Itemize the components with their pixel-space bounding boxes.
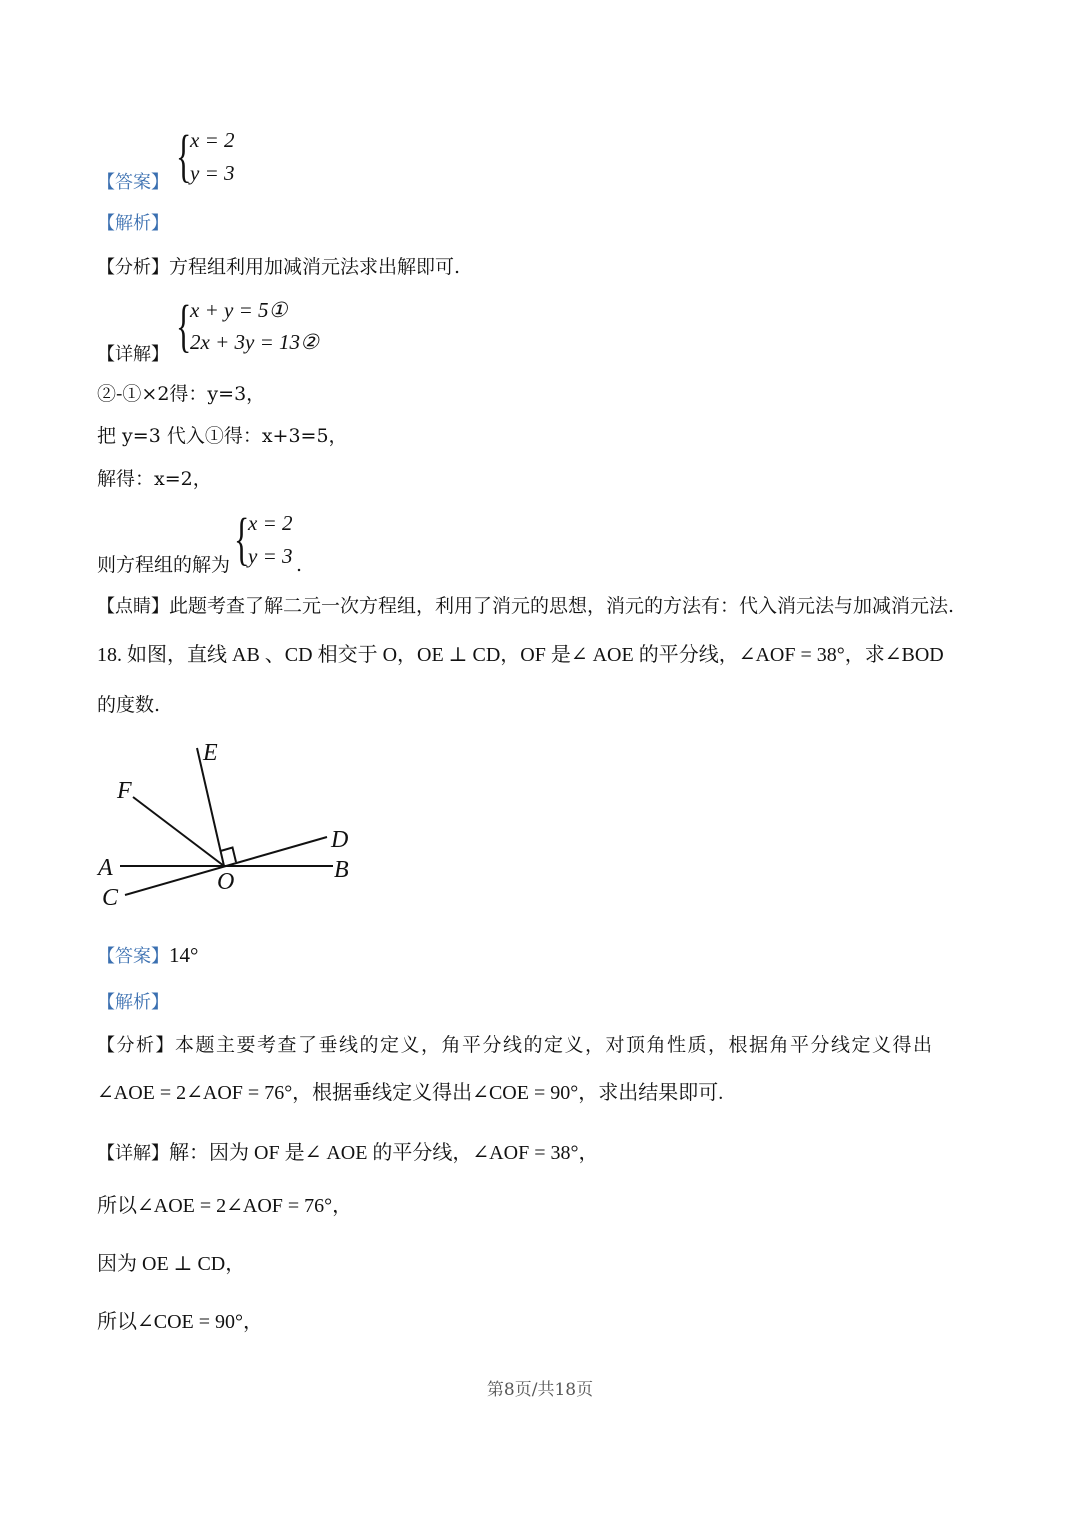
dianjing-tag: 【点睛】 <box>97 596 169 617</box>
geometry-figure <box>95 735 395 915</box>
answer-tag: 【答案】 <box>97 172 169 193</box>
label-b: B <box>334 857 349 883</box>
detail2-text: 解：因为 OF 是∠ AOE 的平分线，∠AOF = 38°， <box>169 1142 599 1164</box>
detail1-line2: 把 y=3 代入①得：x+3=5， <box>97 425 348 447</box>
brace-icon: { <box>176 293 192 358</box>
brace-icon: { <box>176 123 192 188</box>
detail2-line1 <box>97 1141 598 1166</box>
dianjing-line <box>97 594 954 619</box>
equation-row: x = 2 <box>190 128 235 152</box>
detail-tag: 【详解】 <box>97 1143 169 1164</box>
analysis-tag: 【解析】 <box>97 213 169 234</box>
fenxi2-line1 <box>97 1033 934 1058</box>
analysis1-line <box>97 211 169 236</box>
page-footer: 第8页/共18页 <box>486 1380 594 1400</box>
question18-line2: 的度数. <box>97 694 161 716</box>
label-c: C <box>102 885 119 911</box>
fenxi2-line2: ∠AOE = 2∠AOF = 76°，根据垂线定义得出∠COE = 90°，求出结果即可. <box>97 1082 724 1104</box>
answer-tag: 【答案】 <box>97 946 169 967</box>
label-a: A <box>98 855 113 881</box>
answer1-system <box>176 124 296 194</box>
fenxi-text: 方程组利用加减消元法求出解即可. <box>169 256 461 278</box>
label-o: O <box>217 869 235 895</box>
label-d: D <box>331 827 349 853</box>
fenxi-text: 本题主要考查了垂线的定义，角平分线的定义，对顶角性质，根据角平分线定义得出 <box>175 1034 934 1056</box>
fenxi1-line <box>97 255 460 280</box>
analysis-tag: 【解析】 <box>97 992 169 1013</box>
detail2-line2: 所以∠AOE = 2∠AOF = 76°， <box>97 1195 353 1217</box>
detail1-line4-prefix: 则方程组的解为 <box>97 554 231 576</box>
detail1-line4-suffix: . <box>296 554 303 576</box>
detail2-line4: 所以∠COE = 90°， <box>97 1311 264 1333</box>
equation-row: y = 3 <box>190 161 235 185</box>
answer2-line <box>97 943 198 969</box>
equation-row: x = 2 <box>248 511 293 535</box>
fenxi-tag: 【分析】 <box>97 1035 175 1056</box>
equation-row: 2x + 3y = 13② <box>190 330 319 354</box>
answer1-line <box>97 170 169 195</box>
label-f: F <box>117 778 132 804</box>
dianjing-text: 此题考查了解二元一次方程组，利用了消元的思想，消元的方法有：代入消元法与加减消元法. <box>169 595 955 617</box>
detail-tag: 【详解】 <box>97 344 169 365</box>
fenxi-tag: 【分析】 <box>97 257 169 278</box>
detail2-line3: 因为 OE ⊥ CD， <box>97 1253 246 1275</box>
brace-icon: { <box>234 506 250 571</box>
detail1-line3: 解得：x=2， <box>97 468 212 490</box>
equation-row: x + y = 5① <box>190 298 288 322</box>
detail1-system <box>176 294 336 364</box>
detail1-line1: ②-①×2得：y=3， <box>97 383 266 405</box>
label-e: E <box>203 740 218 766</box>
equation-row: y = 3 <box>248 544 293 568</box>
answer-value: 14° <box>169 943 199 967</box>
analysis2-line <box>97 990 169 1015</box>
detail1-line4 <box>97 553 230 577</box>
detail1-tag-line <box>97 342 169 367</box>
question18-line1: 18. 如图，直线 AB 、CD 相交于 O，OE ⊥ CD，OF 是∠ AOE 的平分线，∠AOF = 38°，求∠BOD <box>97 644 944 666</box>
